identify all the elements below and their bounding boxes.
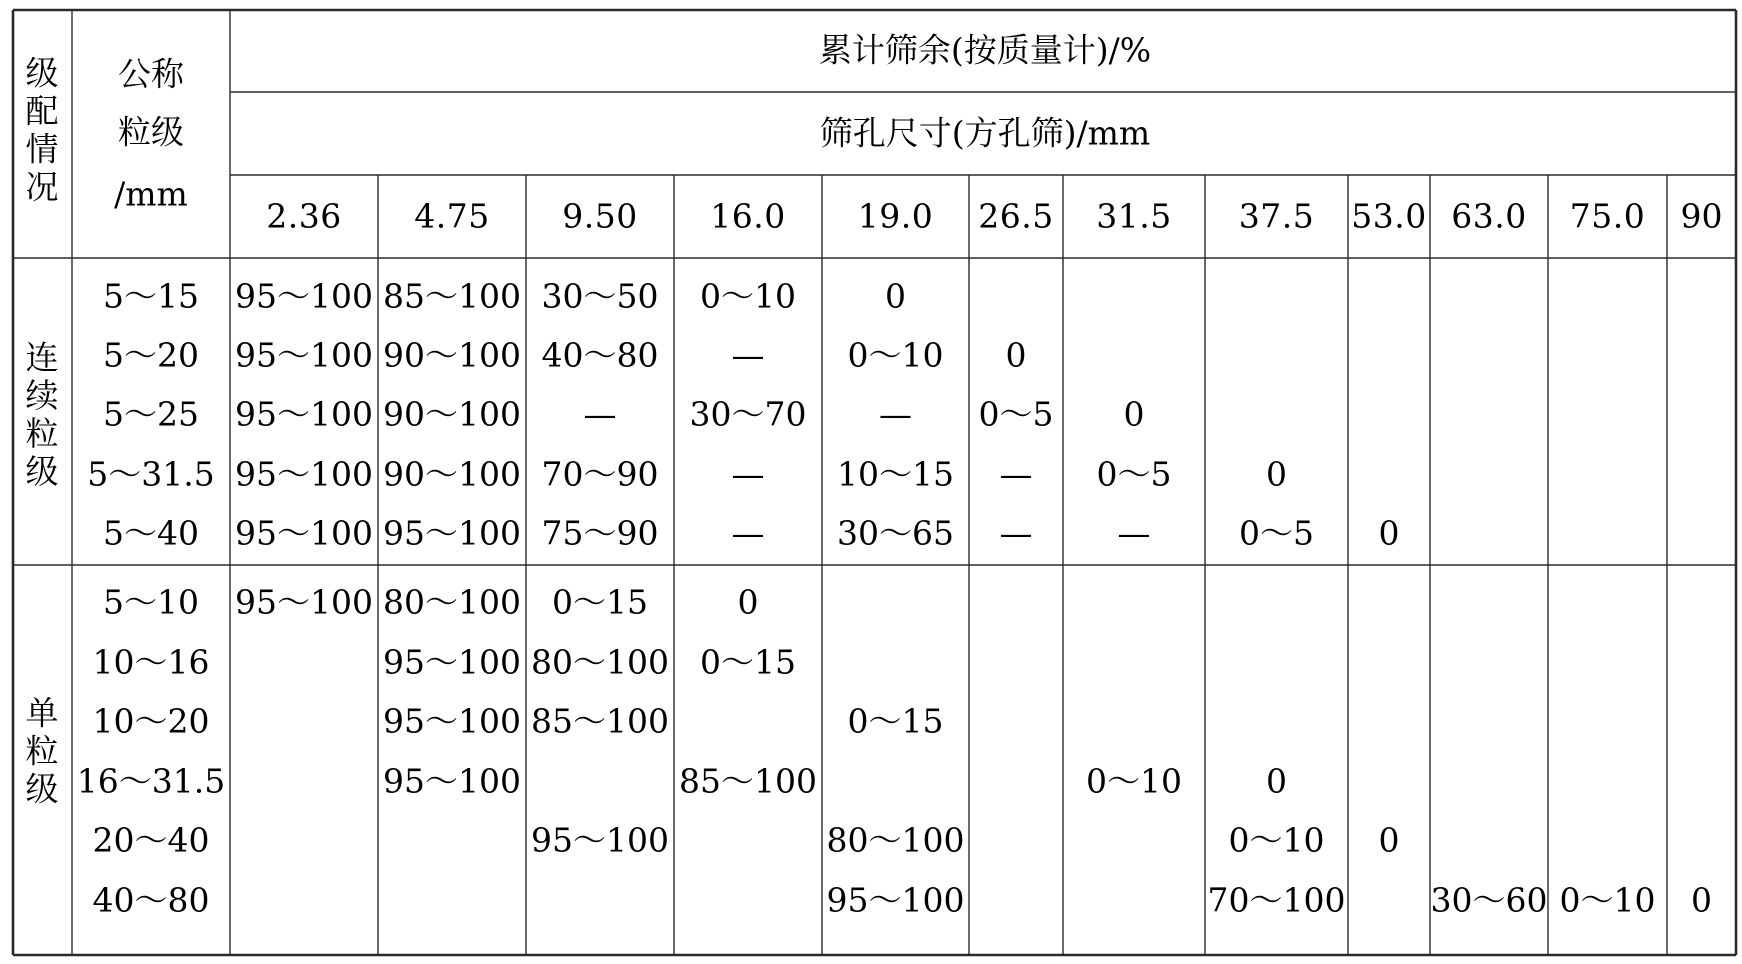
header-nominal-size-line: 粒级	[118, 112, 184, 152]
residue-cell: 0～10	[1228, 820, 1325, 860]
sieve-size-header: 19.0	[857, 196, 934, 236]
header-grading-char: 情	[25, 129, 59, 169]
nominal-size-cell: 5～10	[103, 582, 199, 622]
group-label-char: 级	[25, 769, 59, 809]
nominal-size-cell: 5～20	[103, 335, 199, 375]
residue-cell: 80～100	[531, 642, 669, 682]
residue-cell: 0～10	[1559, 880, 1656, 920]
residue-cell: 0	[1378, 820, 1400, 860]
residue-cell: 30～60	[1430, 880, 1548, 920]
group-label-char: 单	[25, 693, 59, 733]
residue-cell: —	[731, 513, 765, 553]
nominal-size-cell: 5～40	[103, 513, 199, 553]
residue-cell: 85～100	[531, 701, 669, 741]
residue-cell: 0	[1266, 761, 1287, 801]
residue-cell: 90～100	[383, 394, 521, 434]
header-sieve-size: 筛孔尺寸(方孔筛)/mm	[819, 113, 1151, 153]
sieve-size-header: 16.0	[710, 196, 786, 236]
residue-cell: —	[879, 394, 912, 434]
residue-cell: 95～100	[235, 582, 373, 622]
residue-cell: 95～100	[235, 513, 373, 553]
residue-cell: 0	[737, 582, 759, 622]
residue-cell: 0～5	[978, 394, 1054, 434]
residue-cell: 70～100	[1207, 880, 1346, 920]
residue-cell: 70～90	[541, 454, 659, 494]
residue-cell: 0	[1691, 880, 1712, 920]
nominal-size-cell: 40～80	[92, 880, 210, 920]
sieve-size-header: 4.75	[414, 196, 490, 236]
group-label-char: 续	[25, 376, 59, 415]
sieve-size-header: 9.50	[562, 196, 638, 236]
sieve-size-header: 90	[1680, 196, 1723, 236]
header-cumulative-residue: 累计筛余(按质量计)/%	[818, 30, 1152, 70]
residue-cell: —	[999, 454, 1033, 494]
residue-cell: 30～70	[689, 394, 807, 434]
residue-cell: 0～15	[847, 701, 944, 741]
sieve-size-header: 37.5	[1238, 196, 1315, 236]
residue-cell: —	[731, 335, 765, 375]
residue-cell: 30～65	[837, 513, 954, 553]
residue-cell: 95～100	[383, 642, 521, 682]
group-label-char: 粒	[25, 731, 59, 771]
residue-cell: 0～15	[552, 582, 648, 622]
group-label-char: 粒	[25, 414, 59, 453]
header-grading-char: 级	[25, 53, 59, 93]
sieve-size-header: 53.0	[1351, 196, 1427, 236]
residue-cell: 95～100	[235, 335, 373, 375]
residue-cell: 0	[1378, 513, 1400, 553]
residue-cell: —	[999, 513, 1033, 553]
residue-cell: 0～10	[847, 335, 944, 375]
residue-cell: 0	[1266, 454, 1287, 494]
residue-cell: 0～10	[1086, 761, 1182, 801]
residue-cell: 95～100	[383, 513, 521, 553]
residue-cell: 75～90	[541, 513, 659, 553]
residue-cell: 0	[885, 276, 906, 316]
nominal-size-cell: 16～31.5	[76, 761, 226, 801]
nominal-size-cell: 5～31.5	[87, 454, 215, 494]
residue-cell: 95～100	[235, 454, 373, 494]
header-nominal-size-line: 公称	[118, 54, 184, 94]
header-grading-char: 况	[25, 167, 59, 207]
residue-cell: 0～15	[700, 642, 796, 682]
residue-cell: 0～5	[1239, 513, 1314, 553]
group-label-char: 连	[25, 338, 59, 377]
residue-cell: —	[1117, 513, 1151, 553]
residue-cell: —	[583, 394, 617, 434]
residue-cell: 95～100	[383, 761, 521, 801]
residue-cell: 95～100	[383, 701, 521, 741]
residue-cell: —	[731, 454, 765, 494]
residue-cell: 95～100	[235, 276, 373, 316]
group-label-char: 级	[25, 452, 59, 491]
residue-cell: 0	[1123, 394, 1145, 434]
residue-cell: 95～100	[235, 394, 373, 434]
residue-cell: 80～100	[826, 820, 965, 860]
residue-cell: 95～100	[826, 880, 965, 920]
nominal-size-cell: 5～25	[103, 394, 199, 434]
residue-cell: 30～50	[541, 276, 659, 316]
residue-cell: 10～15	[837, 454, 954, 494]
sieve-size-header: 26.5	[978, 196, 1054, 236]
sieve-size-header: 31.5	[1096, 196, 1172, 236]
sieve-size-header: 75.0	[1569, 196, 1646, 236]
nominal-size-cell: 10～20	[92, 701, 210, 741]
nominal-size-cell: 5～15	[103, 276, 199, 316]
residue-cell: 40～80	[541, 335, 659, 375]
residue-cell: 85～100	[383, 276, 521, 316]
residue-cell: 95～100	[531, 820, 669, 860]
nominal-size-cell: 20～40	[92, 820, 210, 860]
sieve-size-header: 2.36	[266, 196, 342, 236]
residue-cell: 0～5	[1096, 454, 1172, 494]
sieve-size-header-row	[266, 197, 1722, 236]
residue-cell: 85～100	[679, 761, 817, 801]
header-grading-char: 配	[25, 91, 59, 131]
residue-cell: 90～100	[383, 454, 521, 494]
table-body	[26, 277, 1713, 920]
nominal-size-cell: 10～16	[92, 642, 210, 682]
residue-cell: 80～100	[383, 582, 521, 622]
residue-cell: 0～10	[700, 276, 796, 316]
residue-cell: 90～100	[383, 335, 521, 375]
header-nominal-size-line: /mm	[114, 174, 188, 214]
sieve-size-header: 63.0	[1451, 196, 1527, 236]
residue-cell: 0	[1005, 335, 1027, 375]
